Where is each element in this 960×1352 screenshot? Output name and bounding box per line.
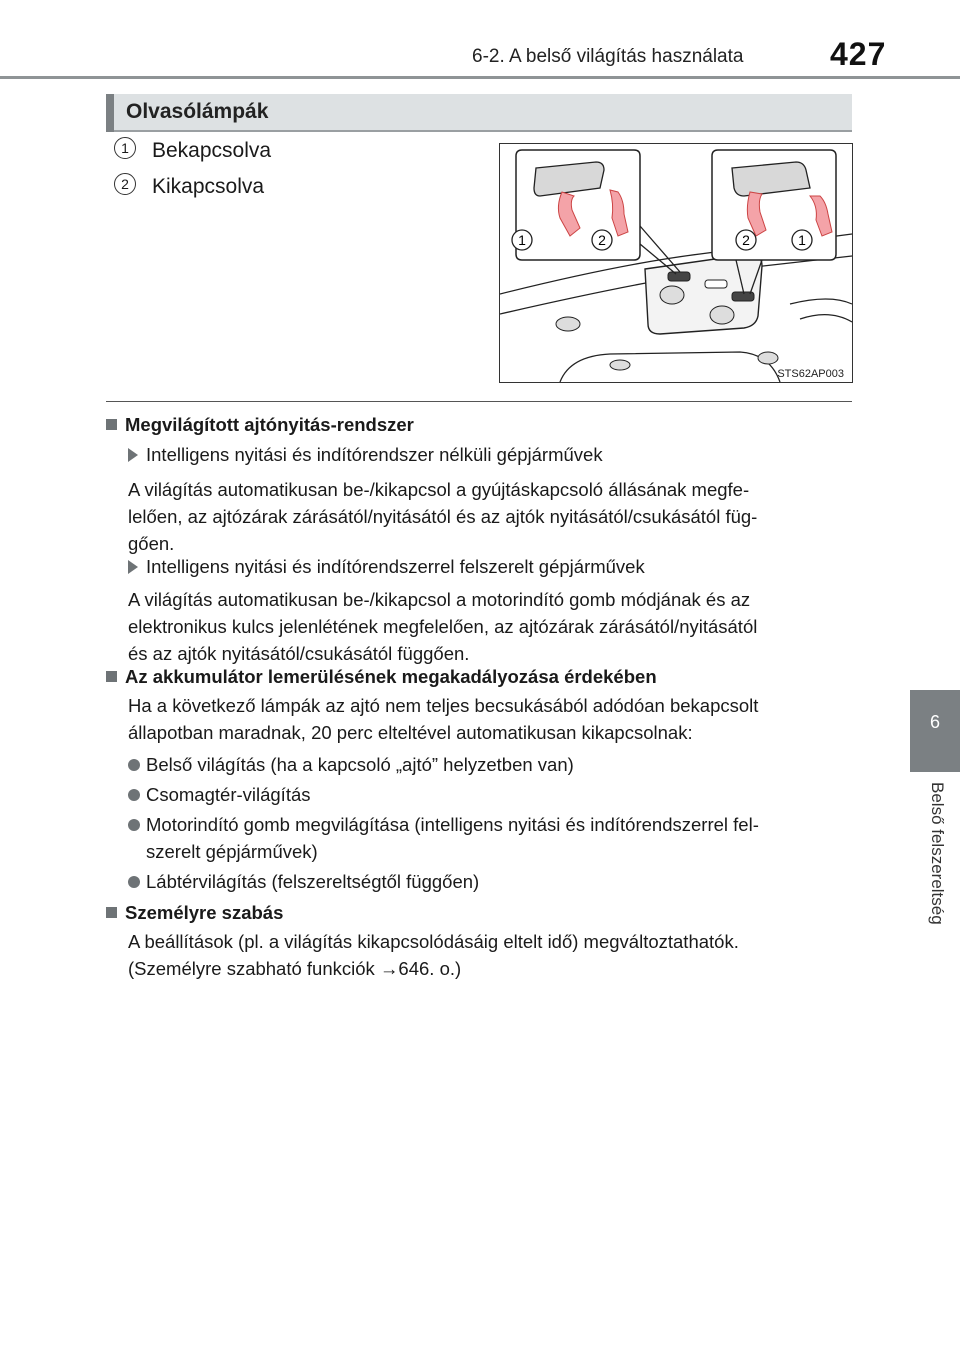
legend-number: 2 [114, 173, 136, 195]
svg-text:1: 1 [518, 232, 526, 248]
dot-bullet-icon [128, 759, 140, 771]
triangle-bullet-icon [128, 448, 138, 462]
svg-text:2: 2 [742, 232, 750, 248]
dot-bullet-icon [128, 789, 140, 801]
section-bar-accent [106, 94, 114, 132]
subheading-with-smart-key: Intelligens nyitási és indítórendszerrel felszerelt gépjárművek [128, 556, 645, 578]
page-header [0, 0, 960, 80]
page-number: 427 [830, 36, 887, 72]
legend-text: Kikapcsolva [152, 175, 265, 198]
chapter-number: 6 [929, 712, 940, 732]
chapter-label: Belső felszereltség [928, 782, 947, 925]
heading-battery-saver: Az akkumulátor lemerülésének megakadályozása érdekében [106, 666, 657, 688]
triangle-bullet-icon [128, 560, 138, 574]
chapter-tab [910, 690, 960, 772]
dot-bullet-icon [128, 876, 140, 888]
list-item: Csomagtér-világítás [128, 781, 852, 808]
callout-right-2 [736, 230, 756, 250]
square-bullet-icon [106, 907, 117, 918]
svg-text:2: 2 [598, 232, 606, 248]
legend-item-1 [114, 139, 272, 167]
dot-bullet-icon [128, 819, 140, 831]
paragraph-without-smart-key: A világítás automatikusan be-/kikapcsol a gyújtáskapcsoló állásának megfe- lelően, az ajtózárak zárásától/nyitásától és az ajtók nyitásától/csukásától füg- gően. [128, 479, 758, 554]
list-item: Lábtérvilágítás (felszereltségtől függően) [128, 868, 852, 895]
paragraph-battery-saver: Ha a következő lámpák az ajtó nem teljes becsukásából adódóan bekapcsolt állapotban maradnak, 20 perc elteltével automatikusan kikapcsolnak: [128, 695, 759, 743]
header-section-title: 6-2. A belső világítás használata [472, 46, 744, 67]
paragraph-customization: A beállítások (pl. a világítás kikapcsolódásáig eltelt idő) megváltoztathatók. (Személyre szabható funkciók →646. o.) [128, 931, 739, 979]
heading-customization: Személyre szabás [106, 902, 283, 924]
illustration-code: STS62AP003 [777, 368, 844, 380]
legend-item-2 [114, 175, 265, 203]
subheading-without-smart-key: Intelligens nyitási és indítórendszer nélküli gépjárművek [128, 444, 603, 466]
svg-text:1: 1 [798, 232, 806, 248]
header-rule [0, 76, 960, 79]
section-heading-bar [106, 94, 852, 132]
reading-lamp-illustration [499, 143, 853, 383]
reading-lamp-drawing [500, 144, 852, 382]
list-item: Motorindító gomb megvilágítása (intelligens nyitási és indítórendszerrel fel- szerelt gépjárművek) [128, 811, 852, 865]
section-divider [106, 401, 852, 402]
section-title: Olvasólámpák [126, 100, 269, 123]
legend-text: Bekapcsolva [152, 139, 272, 162]
legend-number: 1 [114, 137, 136, 159]
square-bullet-icon [106, 671, 117, 682]
list-item: Belső világítás (ha a kapcsoló „ajtó” helyzetben van) [128, 751, 852, 778]
heading-lighted-entry: Megvilágított ajtónyitás-rendszer [106, 414, 414, 436]
square-bullet-icon [106, 419, 117, 430]
callout-left-1 [512, 230, 532, 250]
callout-right-1 [792, 230, 812, 250]
callout-left-2 [592, 230, 612, 250]
chapter-label-wrap [910, 772, 960, 972]
paragraph-with-smart-key: A világítás automatikusan be-/kikapcsol a motorindító gomb módjának és az elektronikus kulcs jelenlétének megfelelően, az ajtózárak zárásától/nyitásától és az ajtók nyitásától/csukásától függően. [128, 589, 758, 664]
